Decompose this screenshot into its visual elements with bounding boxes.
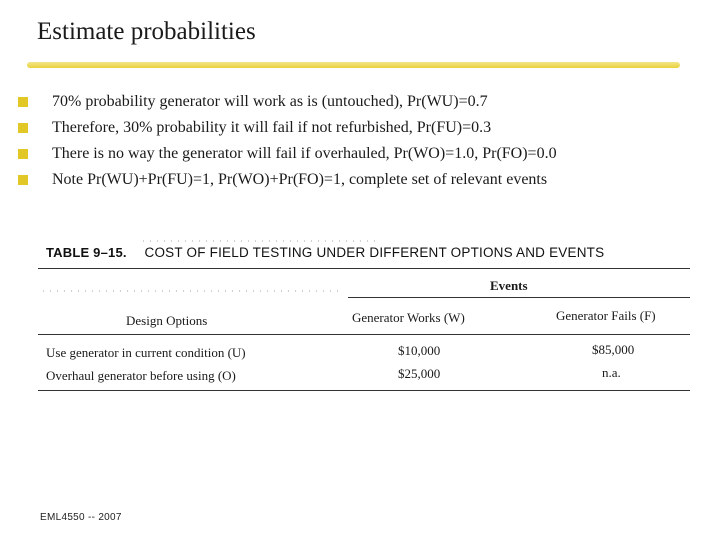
- row-fails-value: $85,000: [592, 342, 635, 357]
- square-bullet-icon: [18, 149, 28, 159]
- column-header-fails: Generator Fails (F): [556, 308, 656, 323]
- table-number: TABLE 9–15.: [46, 245, 127, 260]
- title-underline: [27, 62, 680, 68]
- row-works-value: $10,000: [398, 343, 441, 358]
- row-option-label: Use generator in current condition (U): [46, 345, 246, 360]
- scan-noise: [140, 240, 380, 242]
- events-rule: [348, 297, 690, 298]
- row-option-label: Overhaul generator before using (O): [46, 368, 236, 383]
- row-works-value: $25,000: [398, 366, 441, 381]
- scan-noise: [40, 290, 340, 292]
- table-caption: [46, 245, 604, 260]
- footer-text: EML4550 -- 2007: [40, 512, 122, 523]
- table-title: COST OF FIELD TESTING UNDER DIFFERENT OPTIONS AND EVENTS: [144, 245, 605, 260]
- bullet-text: Therefore, 30% probability it will fail if not refurbished, Pr(FU)=0.3: [52, 119, 492, 136]
- header-rule: [38, 334, 690, 335]
- row-fails-value: n.a.: [602, 365, 621, 380]
- bullet-item: [18, 92, 557, 118]
- bullet-item: [18, 144, 557, 170]
- scanned-table: [30, 240, 695, 400]
- bullet-item: [18, 118, 557, 144]
- square-bullet-icon: [18, 123, 28, 133]
- table-top-rule: [38, 268, 690, 269]
- bullet-text: Note Pr(WU)+Pr(FU)=1, Pr(WO)+Pr(FO)=1, complete set of relevant events: [52, 171, 548, 188]
- bullet-text: There is no way the generator will fail if overhauled, Pr(WO)=1.0, Pr(FO)=0.0: [52, 145, 557, 162]
- square-bullet-icon: [18, 175, 28, 185]
- bullet-item: [18, 170, 557, 196]
- column-header-works: Generator Works (W): [352, 310, 465, 325]
- table-bottom-rule: [38, 390, 690, 391]
- square-bullet-icon: [18, 97, 28, 107]
- events-header: Events: [490, 278, 528, 293]
- slide-title: Estimate probabilities: [37, 18, 256, 45]
- bullet-list: [18, 92, 557, 196]
- bullet-text: 70% probability generator will work as is (untouched), Pr(WU)=0.7: [52, 93, 488, 110]
- row-header: Design Options: [126, 313, 208, 328]
